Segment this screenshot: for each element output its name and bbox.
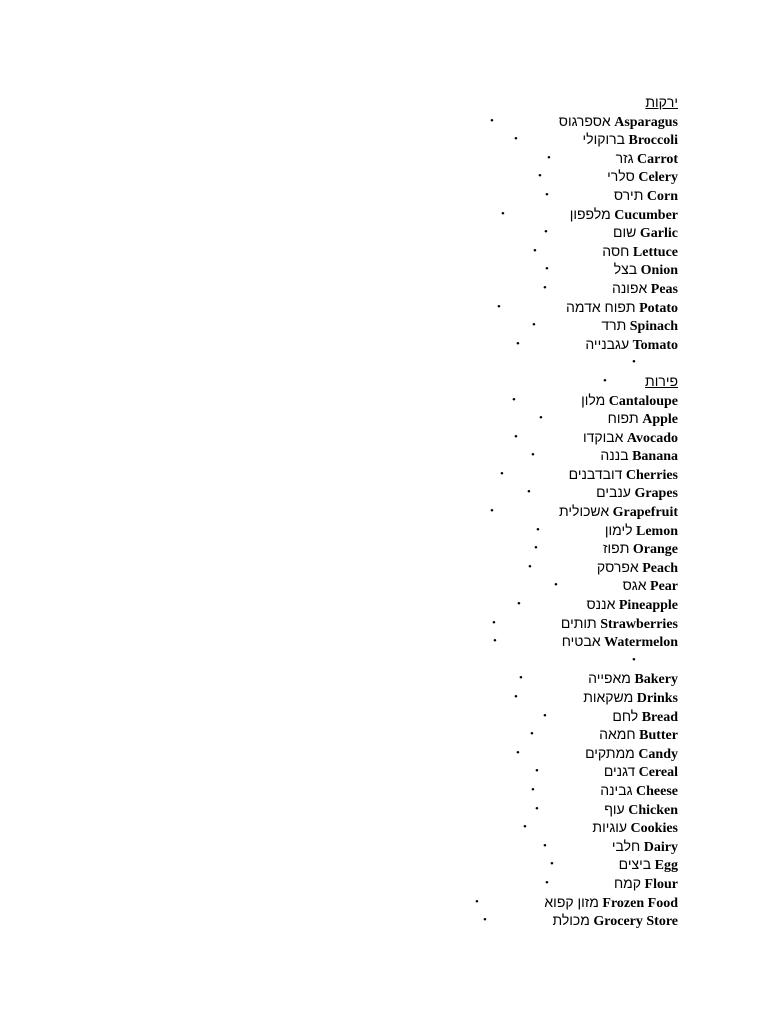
document-body [0, 93, 678, 930]
list-item [0, 539, 678, 558]
list-bullet: • [538, 170, 542, 183]
list-bullet: • [544, 226, 548, 239]
list-item-text [603, 542, 678, 557]
english-term: Cheese [636, 783, 678, 799]
list-item [0, 762, 678, 781]
list-bullet: • [543, 281, 547, 294]
english-term: Spinach [629, 319, 678, 335]
list-bullet: • [545, 876, 549, 889]
list-bullet: • [475, 895, 479, 908]
list-item-text [585, 744, 678, 762]
list-item [0, 446, 678, 465]
list-item [0, 725, 678, 744]
list-bullet: • [543, 709, 547, 722]
list-item [0, 112, 678, 131]
hebrew-term: דגנים [603, 763, 636, 780]
list-item-text [613, 226, 678, 241]
hebrew-term: עגבנייה [585, 335, 630, 352]
english-term: Watermelon [604, 635, 678, 651]
english-term: Cantaloupe [608, 393, 678, 409]
list-item-text [607, 170, 678, 185]
english-term: Dairy [643, 839, 678, 855]
list-item-text [599, 728, 678, 743]
english-term: Egg [654, 858, 678, 874]
list-item [0, 242, 678, 261]
list-item [0, 316, 678, 335]
list-item-text [604, 800, 678, 818]
list-item [0, 483, 678, 502]
hebrew-term: תרד [601, 317, 627, 334]
english-term: Strawberries [600, 616, 678, 632]
list-item [0, 428, 678, 447]
hebrew-term: גזר [615, 149, 634, 166]
hebrew-term: סלרי [607, 168, 635, 185]
hebrew-term: קמח [613, 874, 642, 891]
english-term: Peach [642, 560, 678, 576]
list-bullet: • [528, 560, 532, 573]
list-bullet: • [535, 765, 539, 778]
hebrew-term: דובדבנים [568, 465, 623, 482]
list-item [0, 298, 678, 317]
list-item-text [611, 837, 678, 855]
english-term: Tomato [632, 337, 678, 353]
list-item-text [559, 505, 678, 520]
list-item [0, 669, 678, 688]
list-item-text [569, 205, 678, 223]
hebrew-term: תפוח [607, 410, 639, 427]
empty-list-item [0, 651, 678, 670]
hebrew-term: לחם [612, 707, 639, 724]
hebrew-term: אבטיח [561, 633, 601, 650]
list-item-text [608, 412, 678, 427]
english-term: Pear [650, 579, 678, 595]
list-bullet: • [632, 356, 636, 369]
english-term: Cereal [638, 765, 678, 781]
list-bullet: • [531, 783, 535, 796]
list-item-text [600, 449, 678, 464]
list-item-text [566, 298, 678, 316]
list-item-text [600, 781, 678, 799]
hebrew-term: שום [613, 224, 637, 241]
list-item-text [544, 893, 678, 911]
english-term: Carrot [637, 151, 678, 167]
list-bullet: • [500, 467, 504, 480]
list-item [0, 837, 678, 856]
list-item [0, 130, 678, 149]
english-term: Garlic [639, 226, 678, 242]
list-item [0, 781, 678, 800]
list-bullet: • [531, 449, 535, 462]
english-term: Cookies [630, 821, 678, 837]
hebrew-term: אפרסק [596, 558, 639, 575]
hebrew-term: חלבי [611, 837, 641, 854]
english-term: Pineapple [618, 598, 678, 614]
list-bullet: • [554, 579, 558, 592]
list-bullet: • [535, 802, 539, 815]
english-term: Corn [646, 188, 678, 204]
english-term: Cherries [625, 467, 678, 483]
list-item-text [562, 635, 678, 650]
english-term: Avocado [626, 430, 678, 446]
english-term: Broccoli [628, 133, 678, 149]
list-item [0, 502, 678, 521]
hebrew-term: אגס [622, 577, 647, 594]
english-term: Banana [632, 449, 678, 465]
english-term: Frozen Food [602, 895, 678, 911]
list-item-text [604, 765, 678, 780]
list-item-text [585, 335, 678, 353]
list-bullet: • [530, 728, 534, 741]
hebrew-term: אבוקדו [582, 428, 624, 445]
hebrew-term: ביצים [618, 856, 652, 873]
list-bullet: • [492, 616, 496, 629]
list-bullet: • [519, 672, 523, 685]
english-term: Drinks [636, 691, 678, 706]
list-item-text [619, 858, 678, 873]
list-item-text [583, 133, 678, 148]
english-term: Lemon [636, 523, 678, 539]
list-item [0, 614, 678, 633]
hebrew-term: תפוז [603, 540, 630, 557]
hebrew-term: אפונה [611, 279, 648, 296]
list-item-text [611, 279, 678, 297]
list-bullet: • [512, 393, 516, 406]
list-item [0, 167, 678, 186]
list-item [0, 893, 678, 912]
list-item [0, 632, 678, 651]
list-item-text [602, 242, 678, 260]
list-item-text [596, 558, 678, 576]
list-bullet: • [536, 523, 540, 536]
list-bullet: • [497, 300, 501, 313]
list-bullet: • [516, 337, 520, 350]
list-bullet: • [534, 542, 538, 555]
list-item [0, 911, 678, 930]
list-item [0, 744, 678, 763]
list-bullet: • [514, 430, 518, 443]
hebrew-term: בננה [600, 447, 629, 464]
list-item-text [612, 707, 678, 725]
english-term: Celery [638, 170, 678, 186]
list-item-text [615, 149, 678, 167]
hebrew-term: אספרגוס [558, 112, 611, 129]
english-term: Grapefruit [612, 505, 678, 521]
list-item-text [613, 186, 678, 204]
hebrew-term: משקאות [583, 689, 634, 705]
list-item-text [552, 914, 678, 929]
list-item [0, 335, 678, 354]
list-item-text [623, 579, 678, 594]
hebrew-term: מלפפון [569, 205, 611, 222]
english-term: Cucumber [614, 207, 678, 223]
hebrew-term: מאפייה [588, 670, 631, 687]
english-term: Bread [641, 709, 678, 725]
hebrew-term: אשכולית [559, 503, 610, 520]
english-term: Butter [639, 728, 678, 744]
hebrew-term: ברוקולי [582, 131, 625, 148]
english-term: Chicken [628, 802, 678, 818]
list-item [0, 465, 678, 484]
list-item [0, 521, 678, 540]
hebrew-term: חמאה [599, 726, 636, 743]
empty-list-item [0, 353, 678, 372]
list-bullet: • [490, 114, 494, 127]
list-item [0, 595, 678, 614]
english-term: Lettuce [632, 244, 678, 260]
list-bullet: • [545, 263, 549, 276]
list-item [0, 576, 678, 595]
hebrew-term: מזון קפוא [544, 893, 599, 910]
english-term: Grocery Store [593, 914, 678, 930]
section-heading-text: פירות [645, 372, 678, 389]
hebrew-term: לימון [604, 521, 633, 538]
list-bullet: • [523, 821, 527, 834]
list-item-text [560, 614, 678, 632]
list-bullet: • [539, 412, 543, 425]
english-term: Bakery [634, 672, 678, 688]
hebrew-term: תפוח אדמה [566, 298, 636, 315]
hebrew-term: תותים [560, 614, 597, 631]
list-item [0, 260, 678, 279]
list-bullet: • [533, 244, 537, 257]
hebrew-term: ממתקים [585, 744, 635, 761]
list-item [0, 409, 678, 428]
list-bullet: • [632, 653, 636, 666]
english-term: Asparagus [614, 114, 678, 130]
list-item-text [582, 428, 678, 446]
list-item [0, 874, 678, 893]
hebrew-term: תירס [613, 186, 644, 203]
list-item-text [581, 391, 678, 409]
section-heading [0, 372, 678, 391]
list-bullet: • [547, 151, 551, 164]
list-item [0, 149, 678, 168]
list-item-text [588, 672, 678, 687]
list-item-text [587, 598, 679, 613]
hebrew-term: ענבים [596, 484, 631, 501]
list-item [0, 205, 678, 224]
list-item [0, 186, 678, 205]
list-item-text [568, 465, 678, 483]
list-bullet: • [516, 746, 520, 759]
list-bullet: • [514, 133, 518, 146]
list-item [0, 855, 678, 874]
hebrew-term: מלון [581, 391, 606, 408]
english-term: Apple [642, 412, 678, 428]
list-item [0, 707, 678, 726]
list-item-text [592, 821, 678, 836]
list-item [0, 688, 678, 707]
hebrew-term: גבינה [600, 781, 633, 798]
list-item-text [558, 112, 678, 130]
hebrew-term: אננס [586, 596, 616, 613]
list-bullet: • [550, 858, 554, 871]
english-term: Grapes [634, 486, 678, 502]
list-bullet: • [514, 691, 518, 703]
english-term: Onion [640, 263, 678, 279]
list-bullet: • [527, 486, 531, 499]
hebrew-term: חסה [602, 242, 630, 259]
english-term: Flour [644, 876, 678, 892]
list-item-text [613, 874, 678, 892]
list-bullet: • [532, 319, 536, 332]
list-item [0, 279, 678, 298]
hebrew-term: בצל [613, 261, 638, 278]
list-item-text [604, 521, 678, 539]
list-item-text [583, 691, 678, 706]
list-item [0, 818, 678, 837]
list-bullet: • [501, 207, 505, 220]
list-bullet: • [543, 839, 547, 852]
section-heading [0, 93, 678, 112]
list-item [0, 558, 678, 577]
list-bullet: • [603, 374, 607, 387]
list-item-text [614, 263, 678, 278]
list-bullet: • [517, 598, 521, 611]
english-term: Candy [638, 746, 678, 762]
english-term: Peas [650, 281, 678, 297]
list-bullet: • [483, 914, 487, 927]
list-item-text [596, 486, 678, 501]
english-term: Orange [632, 542, 678, 558]
list-item [0, 391, 678, 410]
list-item [0, 223, 678, 242]
list-item-text [601, 319, 678, 334]
english-term: Potato [639, 300, 678, 316]
section-heading-text: ירקות [645, 94, 678, 110]
hebrew-term: עוף [604, 800, 625, 817]
list-bullet: • [545, 188, 549, 201]
list-bullet: • [490, 505, 494, 518]
hebrew-term: מכולת [552, 912, 590, 929]
hebrew-term: עוגיות [592, 819, 628, 836]
list-bullet: • [493, 635, 497, 648]
list-item [0, 800, 678, 819]
